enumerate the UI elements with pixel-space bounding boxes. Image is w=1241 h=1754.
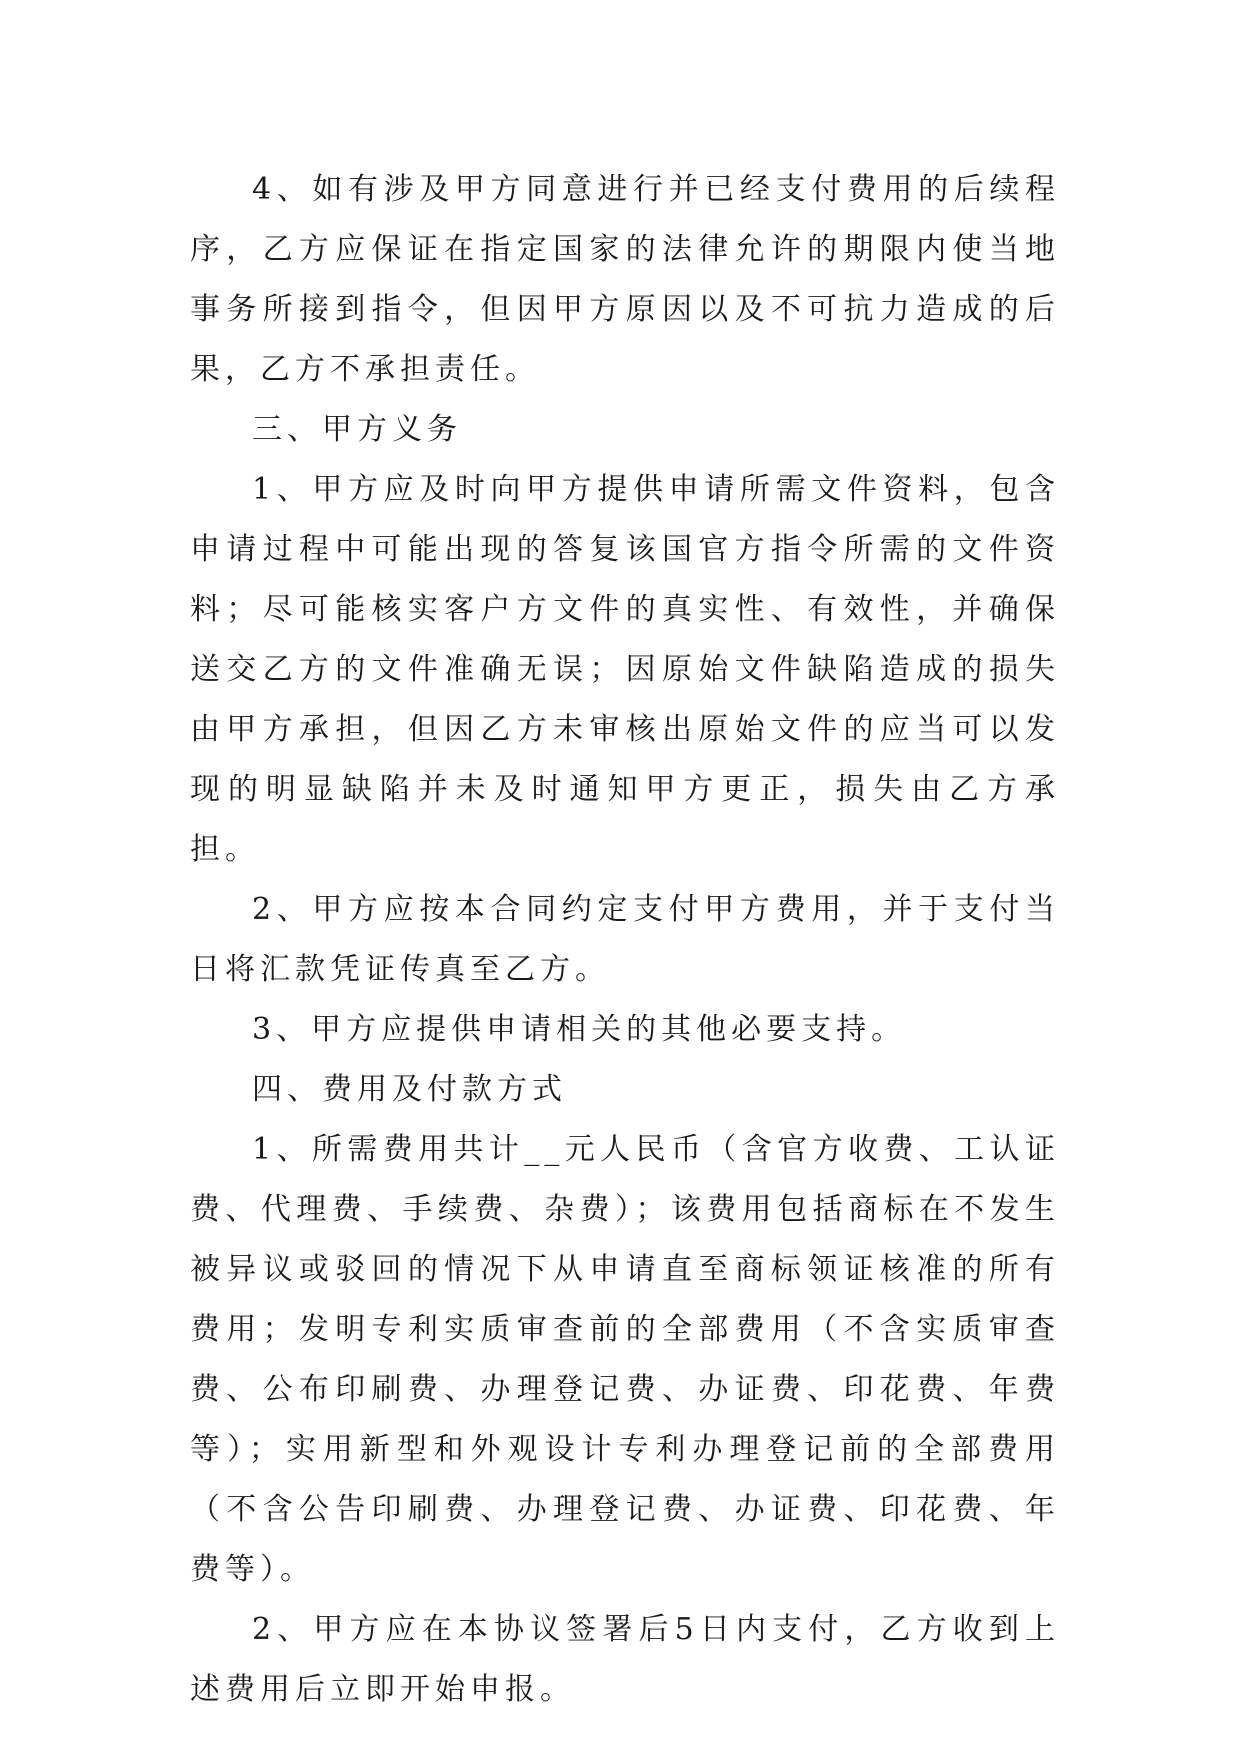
paragraph-obligation-3: 3、甲方应提供申请相关的其他必要支持。 [252, 1012, 907, 1047]
document-body [190, 160, 1060, 1720]
section-heading-fees-payment: 四、费用及付款方式 [252, 1072, 567, 1107]
paragraph-fees-2: 2、甲方应在本协议签署后5日内支付，乙方收到上述费用后立即开始申报。 [190, 1612, 1060, 1707]
section-heading-party-a-obligations: 三、甲方义务 [252, 412, 462, 447]
paragraph-fees-1: 1、所需费用共计__元人民币（含官方收费、工认证费、代理费、手续费、杂费）；该费用包括商标在不发生被异议或驳回的情况下从申请直至商标领证核准的所有费用；发明专利实质审查前的全部费用（不含实质审查费、公布印刷费、办理登记费、办证费、印花费、年费等）；实用新型和外观设计专利办理登记前的全部费用（不含公告印刷费、办理登记费、办证费、印花费、年费等）。 [190, 1132, 1060, 1587]
paragraph-obligation-2: 2、甲方应按本合同约定支付甲方费用，并于支付当日将汇款凭证传真至乙方。 [190, 892, 1060, 987]
paragraph-service-followup: 4、如有涉及甲方同意进行并已经支付费用的后续程序，乙方应保证在指定国家的法律允许的期限内使当地事务所接到指令，但因甲方原因以及不可抗力造成的后果，乙方不承担责任。 [190, 172, 1060, 387]
paragraph-obligation-1: 1、甲方应及时向甲方提供申请所需文件资料，包含申请过程中可能出现的答复该国官方指令所需的文件资料；尽可能核实客户方文件的真实性、有效性，并确保送交乙方的文件准确无误；因原始文件缺陷造成的损失由甲方承担，但因乙方未审核出原始文件的应当可以发现的明显缺陷并未及时通知甲方更正，损失由乙方承担。 [190, 472, 1060, 867]
